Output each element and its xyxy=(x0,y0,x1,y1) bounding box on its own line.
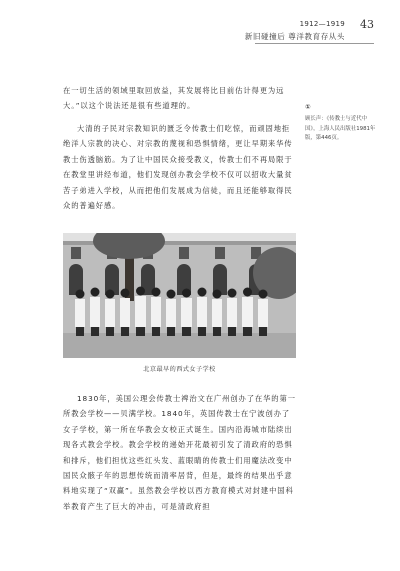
header-rule xyxy=(255,43,374,44)
running-header xyxy=(0,14,400,54)
photo-caption: 北京最早的西式女子学校 xyxy=(143,366,216,373)
paragraph-1: 在一切生活的领域里取回放益，其发展将比目前估计得更为远大。”以这个说法还是很有些道理的。 xyxy=(63,86,285,111)
page-number: 43 xyxy=(360,18,374,31)
header-section-title: 新旧碰撞后 尊洋教育存从头 xyxy=(244,32,345,41)
school-photo-illustration xyxy=(63,233,296,358)
side-note-marker: ① xyxy=(305,103,311,111)
side-note-text: 顾长声：《传教士与近代中国》，上海人民出版社1981年版，第446页。 xyxy=(305,116,376,142)
paragraph-3: 1830年，美国公理会传教士裨治文在广州创办了在华的第一所教会学校——贝满学校。1840年，英国传教士在宁波创办了女子学校，第一所在华教会女校正式诞生。国内沿海城市陆续出现各式教会学校。教会学校的递始开花最初引发了清政府的恐惧和排斥，他们担忧这些红头发、蓝眼睛的传教士们用魔法改变中国民众骸子年的思想传统而清率居背，但是，最终的结果出乎意料地实现了“双赢”。虽然教会学校以西方教育模式对封建中国科举教育产生了巨大的冲击，可是清政府担 xyxy=(63,394,296,511)
header-years: 1912—1919 xyxy=(299,20,345,28)
school-photo xyxy=(63,233,296,358)
side-note xyxy=(305,103,377,144)
paragraph-2: 大清的子民对宗教知识的匮乏令传教士们吃惊，而顽固地拒绝洋人宗教的决心、对宗教的蔑视和恐惧情绪，更让早期来华传教士伤透脑筋。为了让中国民众接受教义，传教士们不再局限于在教堂里讲经布道，他们发现创办教会学校不仅可以招收大量贫苦子弟进入学校，从而把他们发展成为信徒，而且还能够取得民众的普遍好感。 xyxy=(63,124,293,211)
